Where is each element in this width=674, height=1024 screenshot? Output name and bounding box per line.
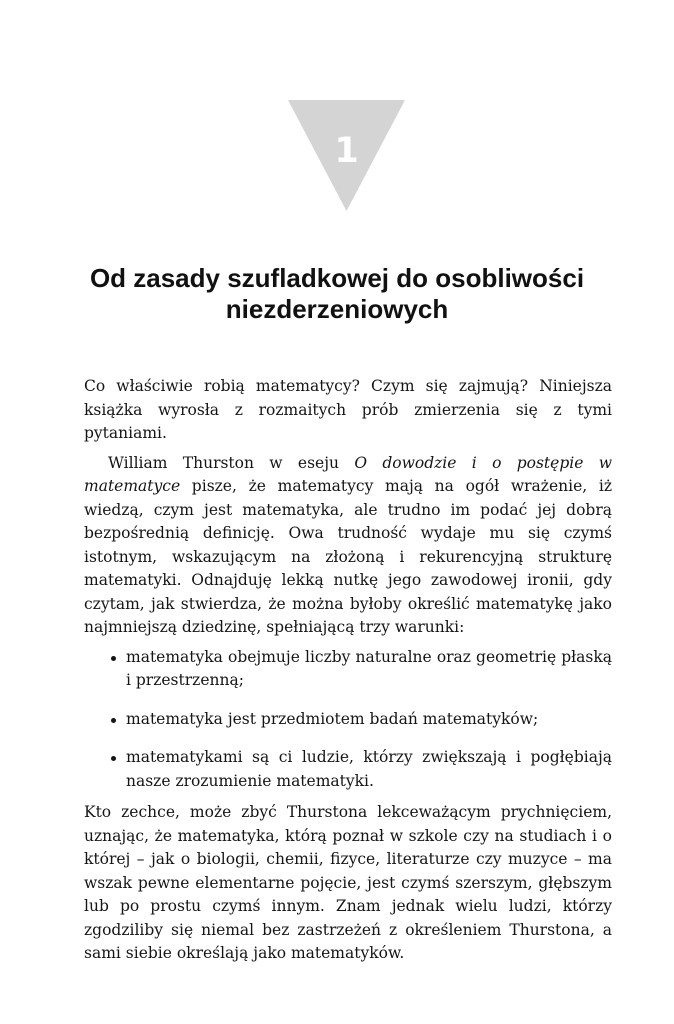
condition-item-2: matematyka jest przedmiotem badań matematyków; [126, 708, 612, 732]
paragraph-intro: Co właściwie robią matematycy? Czym się zajmują? Niniejsza książka wyrosła z rozmaitych prób zmierzenia się z tymi pytaniami. [84, 377, 612, 442]
chapter-title-line-1: Od zasady szufladkowej do osobliwości [89, 263, 585, 293]
conditions-list [84, 646, 612, 794]
chapter-title-line-2: niezderzeniowych [225, 294, 449, 324]
chapter-title [60, 263, 614, 325]
paragraph-conclusion: Kto zechce, może zbyć Thurstona lekceważącym prychnięciem, uznając, że matematyka, którą poznał w szkole czy na studiach i o której – jak o biologii, chemii, fizyce, literaturze czy muzyce – ma wszak pewne elementarne pojęcie, jest czymś szerszym, głębszym lub po prostu czymś innym. Znam jednak wielu ludzi, którzy zgodziliby się niemal bez zastrzeżeń z określeniem Thurstona, a sami siebie określają jako matematyków. [84, 803, 612, 962]
essay-title: O dowodzie i o postępie w matematyce [84, 453, 612, 495]
paragraph-thurston-lead: William Thurston w eseju [108, 453, 355, 472]
paragraph-thurston [84, 452, 612, 640]
condition-item-3: matematykami są ci ludzie, którzy zwiększają i pogłębiają nasze zrozumienie matematyki. [126, 746, 612, 793]
condition-item-1: matematyka obejmuje liczby naturalne oraz geometrię płaską i przestrzenną; [126, 646, 612, 693]
chapter-marker-triangle [288, 100, 405, 211]
chapter-number: 1 [334, 131, 359, 171]
chapter-body [84, 375, 612, 966]
paragraph-thurston-rest: pisze, że matematycy mają na ogół wrażenie, iż wiedzą, czym jest matematyka, ale trudno im podać jej dobrą bezpośrednią definicję. Owa trudność wydaje mu się czymś istotnym, wskazującym na złożoną i rekurencyjną strukturę matematyki. Odnajduję lekką nutkę jego zawodowej ironii, gdy czytam, jak stwierdza, że można byłoby określić matematykę jako najmniejszą dziedzinę, spełniającą trzy warunki: [84, 477, 612, 636]
